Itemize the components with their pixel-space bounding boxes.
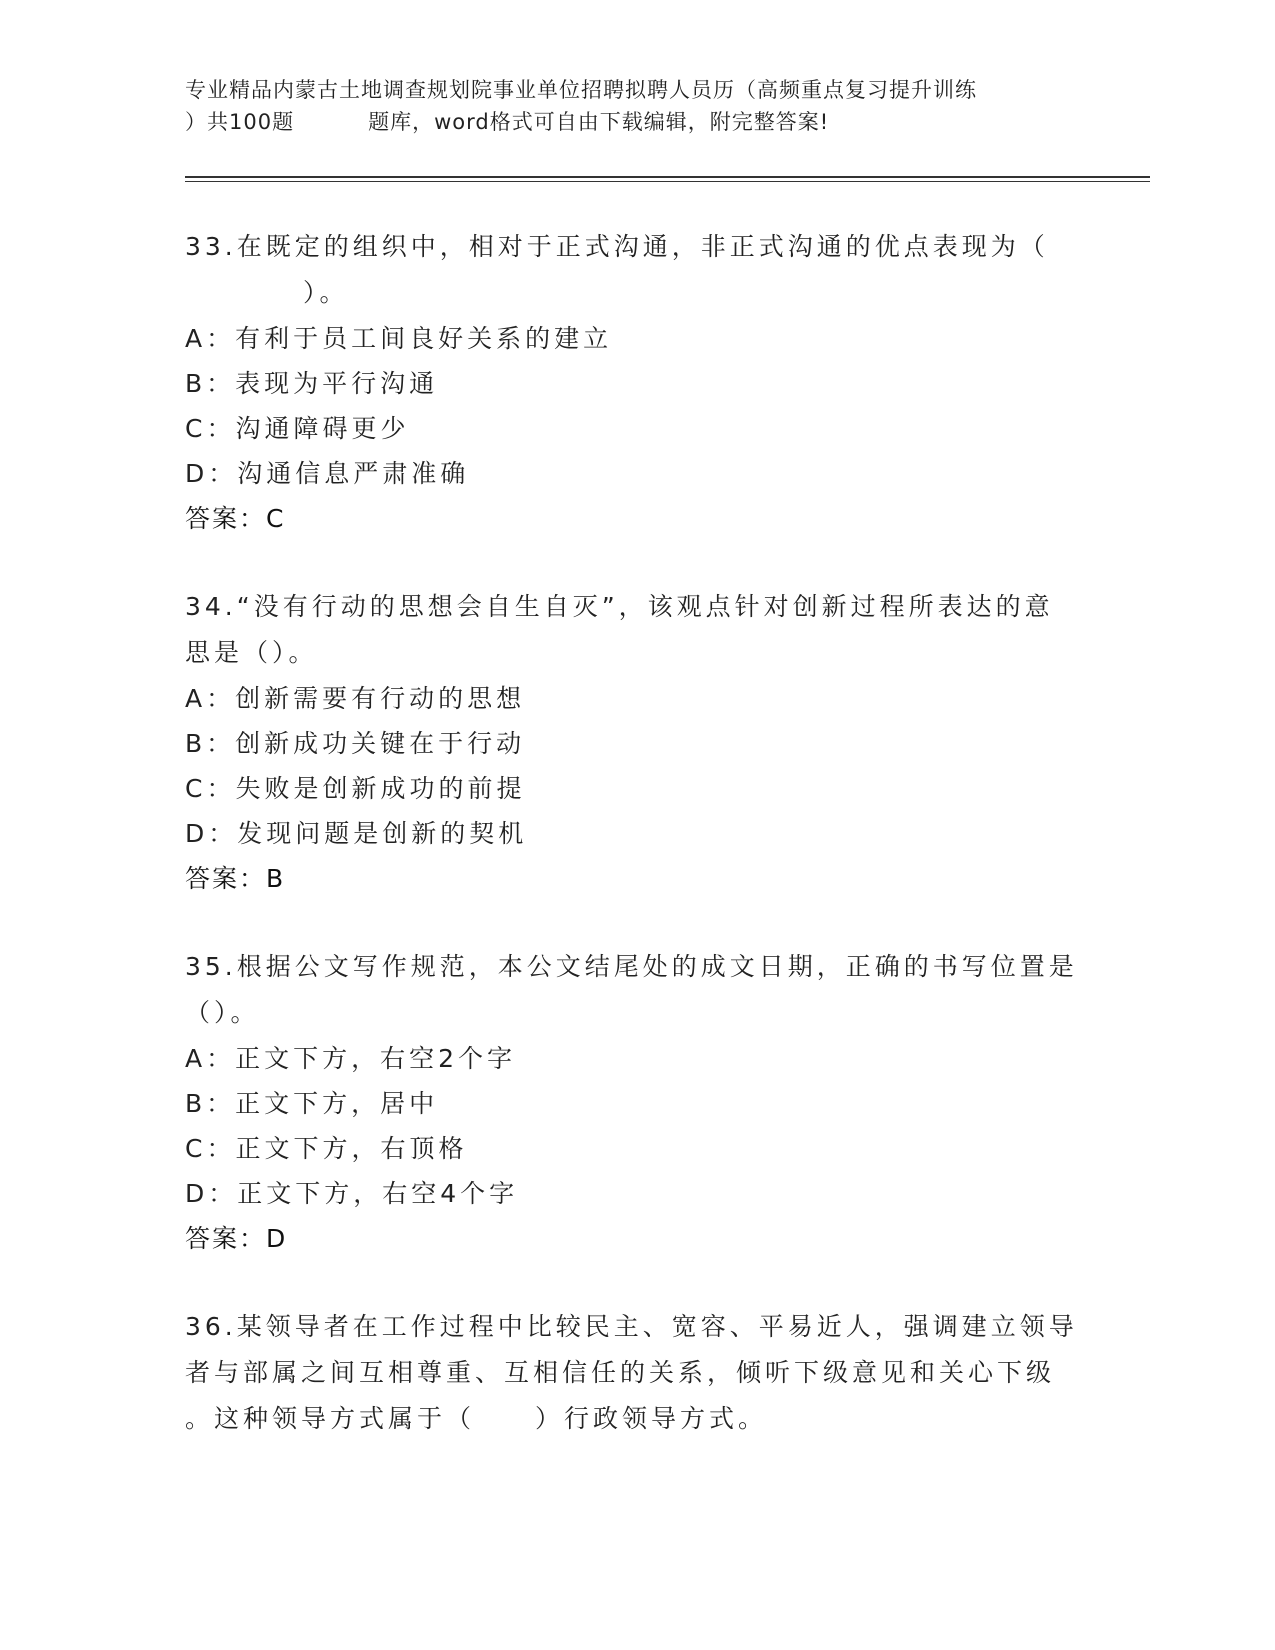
header-title-line-1: 专业精品内蒙古土地调查规划院事业单位招聘拟聘人员历（高频重点复习提升训练	[185, 78, 977, 102]
header-download-note: 题库，word格式可自由下载编辑，附完整答案!	[368, 110, 830, 134]
option-b: B：表现为平行沟通	[185, 369, 439, 398]
stem-line: ）。	[303, 278, 349, 307]
option-b: B：创新成功关键在于行动	[185, 729, 526, 758]
header-divider-thin	[185, 181, 1150, 182]
option-a: A：正文下方，右空2个字	[185, 1044, 517, 1073]
answer-line: 答案：C	[185, 504, 286, 533]
option-c: C：失败是创新成功的前提	[185, 774, 526, 803]
stem-line: 34.“没有行动的思想会自生自灭”，该观点针对创新过程所表达的意	[185, 592, 1054, 621]
option-b: B：正文下方，居中	[185, 1089, 439, 1118]
stem-line: 33.在既定的组织中，相对于正式沟通，非正式沟通的优点表现为（	[185, 232, 1049, 261]
question-34	[185, 584, 1085, 902]
stem-line: （）。	[185, 998, 260, 1027]
header-divider-thick	[185, 176, 1150, 178]
stem-line: 思是（）。	[185, 638, 318, 667]
stem-line: 35.根据公文写作规范，本公文结尾处的成文日期，正确的书写位置是	[185, 952, 1078, 981]
option-c: C：沟通障碍更少	[185, 414, 410, 443]
option-d: D：沟通信息严肃准确	[185, 459, 470, 488]
stem-line: 。这种领导方式属于（ ）行政领导方式。	[185, 1404, 768, 1433]
question-stem	[185, 944, 1085, 1036]
question-stem	[185, 224, 1085, 316]
question-36	[185, 1304, 1085, 1442]
header-question-count: ）共100题	[185, 110, 295, 134]
option-d: D：发现问题是创新的契机	[185, 819, 528, 848]
answer-line: 答案：B	[185, 864, 286, 893]
answer-line: 答案：D	[185, 1224, 288, 1253]
option-a: A：有利于员工间良好关系的建立	[185, 324, 613, 353]
question-33	[185, 224, 1085, 542]
question-stem	[185, 584, 1085, 676]
option-c: C：正文下方，右顶格	[185, 1134, 468, 1163]
option-d: D：正文下方，右空4个字	[185, 1179, 519, 1208]
question-stem	[185, 1304, 1085, 1442]
header-title-line-2	[185, 106, 1085, 138]
option-a: A：创新需要有行动的思想	[185, 684, 526, 713]
stem-line: 36.某领导者在工作过程中比较民主、宽容、平易近人，强调建立领导	[185, 1312, 1078, 1341]
stem-line: 者与部属之间互相尊重、互相信任的关系，倾听下级意见和关心下级	[185, 1358, 1056, 1387]
document-header	[185, 74, 1085, 138]
question-35	[185, 944, 1085, 1262]
